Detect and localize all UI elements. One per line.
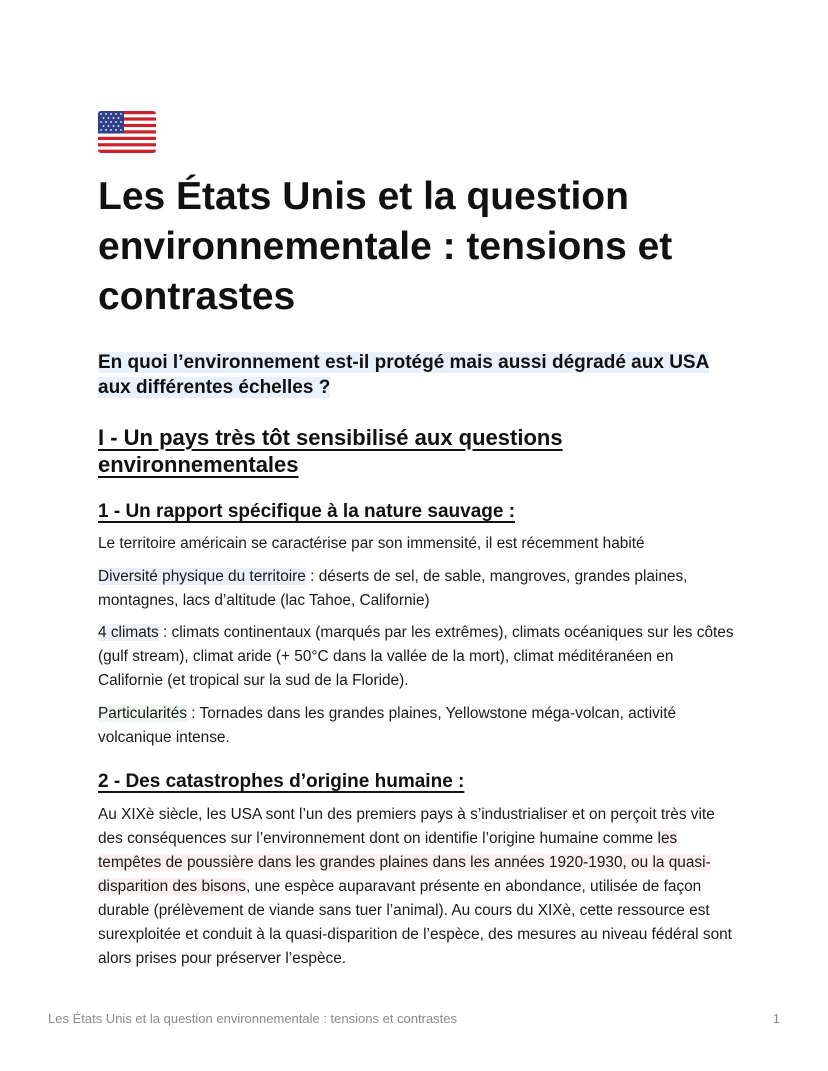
subsection-heading-1: 1 - Un rapport spécifique à la nature sauvage : bbox=[98, 501, 516, 522]
footer-title: Les États Unis et la question environnementale : tensions et contrastes bbox=[48, 1011, 458, 1026]
diversity-text: : déserts de sel, de sable, mangroves, grandes plaines, montagnes, lacs d’altitude (lac Tahoe, Californie) bbox=[98, 568, 688, 609]
problematic-question bbox=[98, 350, 738, 400]
paragraph-particularities bbox=[98, 702, 734, 750]
catastrophes-highlight: les tempêtes de poussière dans les grandes plaines dans les années 1920-1930, ou la quasi-disparition des bisons bbox=[98, 830, 711, 895]
paragraph-catastrophes bbox=[98, 803, 734, 971]
paragraph-diversity bbox=[98, 565, 734, 613]
climates-label: 4 climats bbox=[98, 624, 159, 641]
diversity-label: Diversité physique du territoire bbox=[98, 568, 306, 585]
question-text: En quoi l’environnement est-il protégé mais aussi dégradé aux USA aux différentes échelles ? bbox=[98, 352, 710, 398]
particularities-text: : Tornades dans les grandes plaines, Yellowstone méga-volcan, activité volcanique intense. bbox=[98, 705, 677, 746]
particularities-label: Particularités bbox=[98, 705, 187, 722]
climates-text: : climats continentaux (marqués par les extrêmes), climats océaniques sur les côtes (gulf stream), climat aride (+ 50°C dans la vallée de la mort), climat méditéranéen en Californie (et tropical sur la sud de la Floride). bbox=[98, 624, 734, 689]
subsection-heading-2: 2 - Des catastrophes d’origine humaine : bbox=[98, 771, 465, 792]
catastrophes-text-a: Au XIXè siècle, les USA sont l’un des premiers pays à s’industrialiser et on perçoit très vite des conséquences sur l’environnement dont on identifie l’origine humaine comme bbox=[98, 806, 715, 847]
paragraph-territory: Le territoire américain se caractérise par son immensité, il est récemment habité bbox=[98, 535, 645, 552]
paragraph-climates bbox=[98, 621, 734, 693]
page-number: 1 bbox=[772, 1011, 780, 1026]
catastrophes-text-b: , une espèce auparavant présente en abondance, utilisée de façon durable (prélèvement de viande sans tuer l’animal). Au cours du XIXè, cette ressource est surexploitée et conduit à la quasi-disparition de l’espèce, des mesures au niveau fédéral sont alors prises pour préserver l’espèce. bbox=[98, 878, 732, 967]
page-title: Les États Unis et la question environnementale : tensions et contrastes bbox=[98, 175, 673, 318]
us-flag-icon bbox=[98, 111, 156, 153]
section-heading-part1: I - Un pays très tôt sensibilisé aux questions environnementales bbox=[98, 425, 563, 477]
